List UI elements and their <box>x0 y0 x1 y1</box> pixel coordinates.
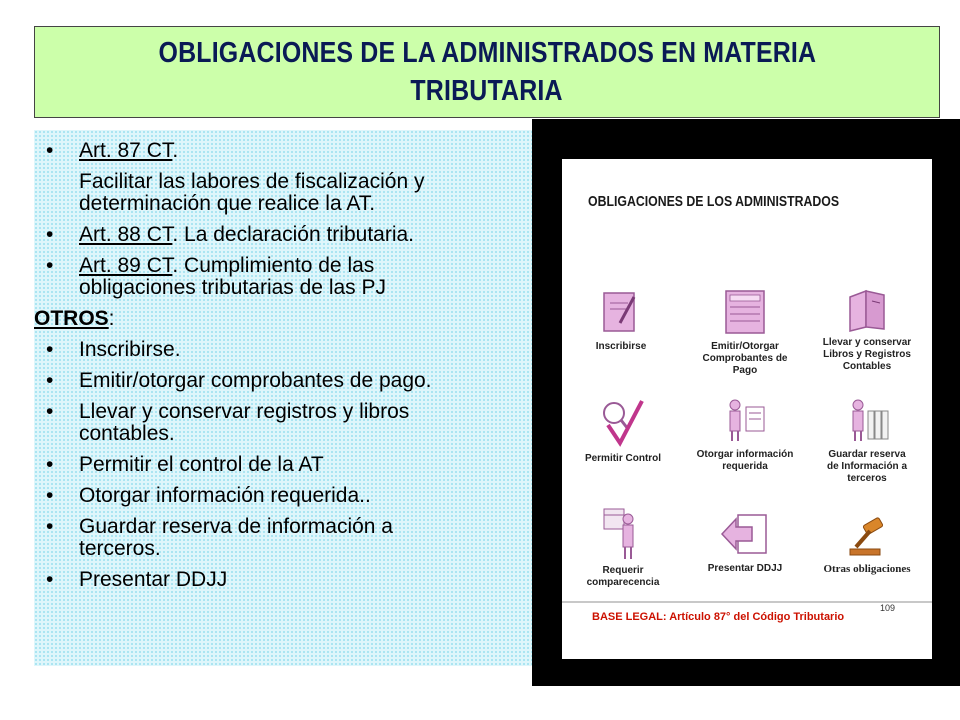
receipt-form-icon <box>720 287 770 337</box>
list-item: • Inscribirse. <box>46 338 181 361</box>
text-panel <box>34 130 532 666</box>
image-page-number: 109 <box>880 603 896 613</box>
list-item: • Llevar y conservar registros y libros contables. <box>46 400 410 445</box>
bullet: • <box>46 223 54 246</box>
otros-heading: OTROS: <box>34 307 115 330</box>
bullet: • <box>46 139 54 162</box>
article-ref: Art. 87 CT <box>79 139 173 162</box>
list-item-art87: • Art. 87 CT. <box>46 139 179 162</box>
cell-otras-obligaciones: Otras obligaciones <box>812 515 922 575</box>
arrow-document-icon <box>718 509 772 559</box>
list-item-art87-text: Facilitar las labores de fiscalización y determinación que realice la AT. <box>79 170 425 215</box>
bullet: • <box>46 515 54 538</box>
list-item: • Guardar reserva de información a terceros. <box>46 515 393 560</box>
person-files-icon <box>842 395 892 445</box>
cell-requerir-comparecencia: Requerir comparecencia <box>568 505 678 589</box>
obligations-list <box>34 136 532 591</box>
bullet: • <box>46 484 54 507</box>
list-item: • Permitir el control de la AT <box>46 453 324 476</box>
bullet: • <box>46 369 54 392</box>
list-item: • Otorgar información requerida.. <box>46 484 371 507</box>
cell-presentar-ddjj: Presentar DDJJ <box>690 509 800 575</box>
list-item: • Presentar DDJJ <box>46 568 228 591</box>
person-document-icon <box>720 395 770 445</box>
slide-title-line-2: TRIBUTARIA <box>410 75 564 107</box>
slide-title-line-1: OBLIGACIONES DE LA ADMINISTRADOS EN MATERIA <box>158 37 816 69</box>
bullet: • <box>46 453 54 476</box>
bullet: • <box>46 254 54 277</box>
document-pen-icon <box>596 287 646 337</box>
checkmark-magnifier-icon <box>596 395 650 449</box>
cell-permitir-control: Permitir Control <box>568 395 678 465</box>
base-legal-text: BASE LEGAL: Artículo 87° del Código Tributario <box>592 611 845 623</box>
image-title: OBLIGACIONES DE LOS ADMINISTRADOS <box>588 193 840 210</box>
obligations-image-frame <box>532 119 960 686</box>
image-separator <box>562 601 932 603</box>
article-ref: Art. 88 CT <box>79 223 173 246</box>
books-icon <box>842 283 892 333</box>
gavel-icon <box>842 515 892 559</box>
cell-otorgar-informacion: Otorgar información requerida <box>690 395 800 473</box>
bullet: • <box>46 400 54 423</box>
list-item-art89: • Art. 89 CT. Cumplimiento de las obligaciones tributarias de las PJ <box>46 254 387 299</box>
cell-emitir: Emitir/Otorgar Comprobantes de Pago <box>690 287 800 377</box>
cell-inscribirse: Inscribirse <box>566 287 676 353</box>
bullet: • <box>46 338 54 361</box>
slide-title-box <box>34 26 940 118</box>
cell-guardar-reserva: Guardar reserva de Información a terceros <box>812 395 922 485</box>
person-calendar-icon <box>598 505 648 561</box>
article-ref: Art. 89 CT <box>79 254 173 277</box>
list-item: • Emitir/otorgar comprobantes de pago. <box>46 369 432 392</box>
list-item-art88: • Art. 88 CT. La declaración tributaria. <box>46 223 415 246</box>
cell-llevar: Llevar y conservar Libros y Registros Contables <box>812 283 922 373</box>
obligations-image <box>562 159 932 659</box>
bullet: • <box>46 568 54 591</box>
